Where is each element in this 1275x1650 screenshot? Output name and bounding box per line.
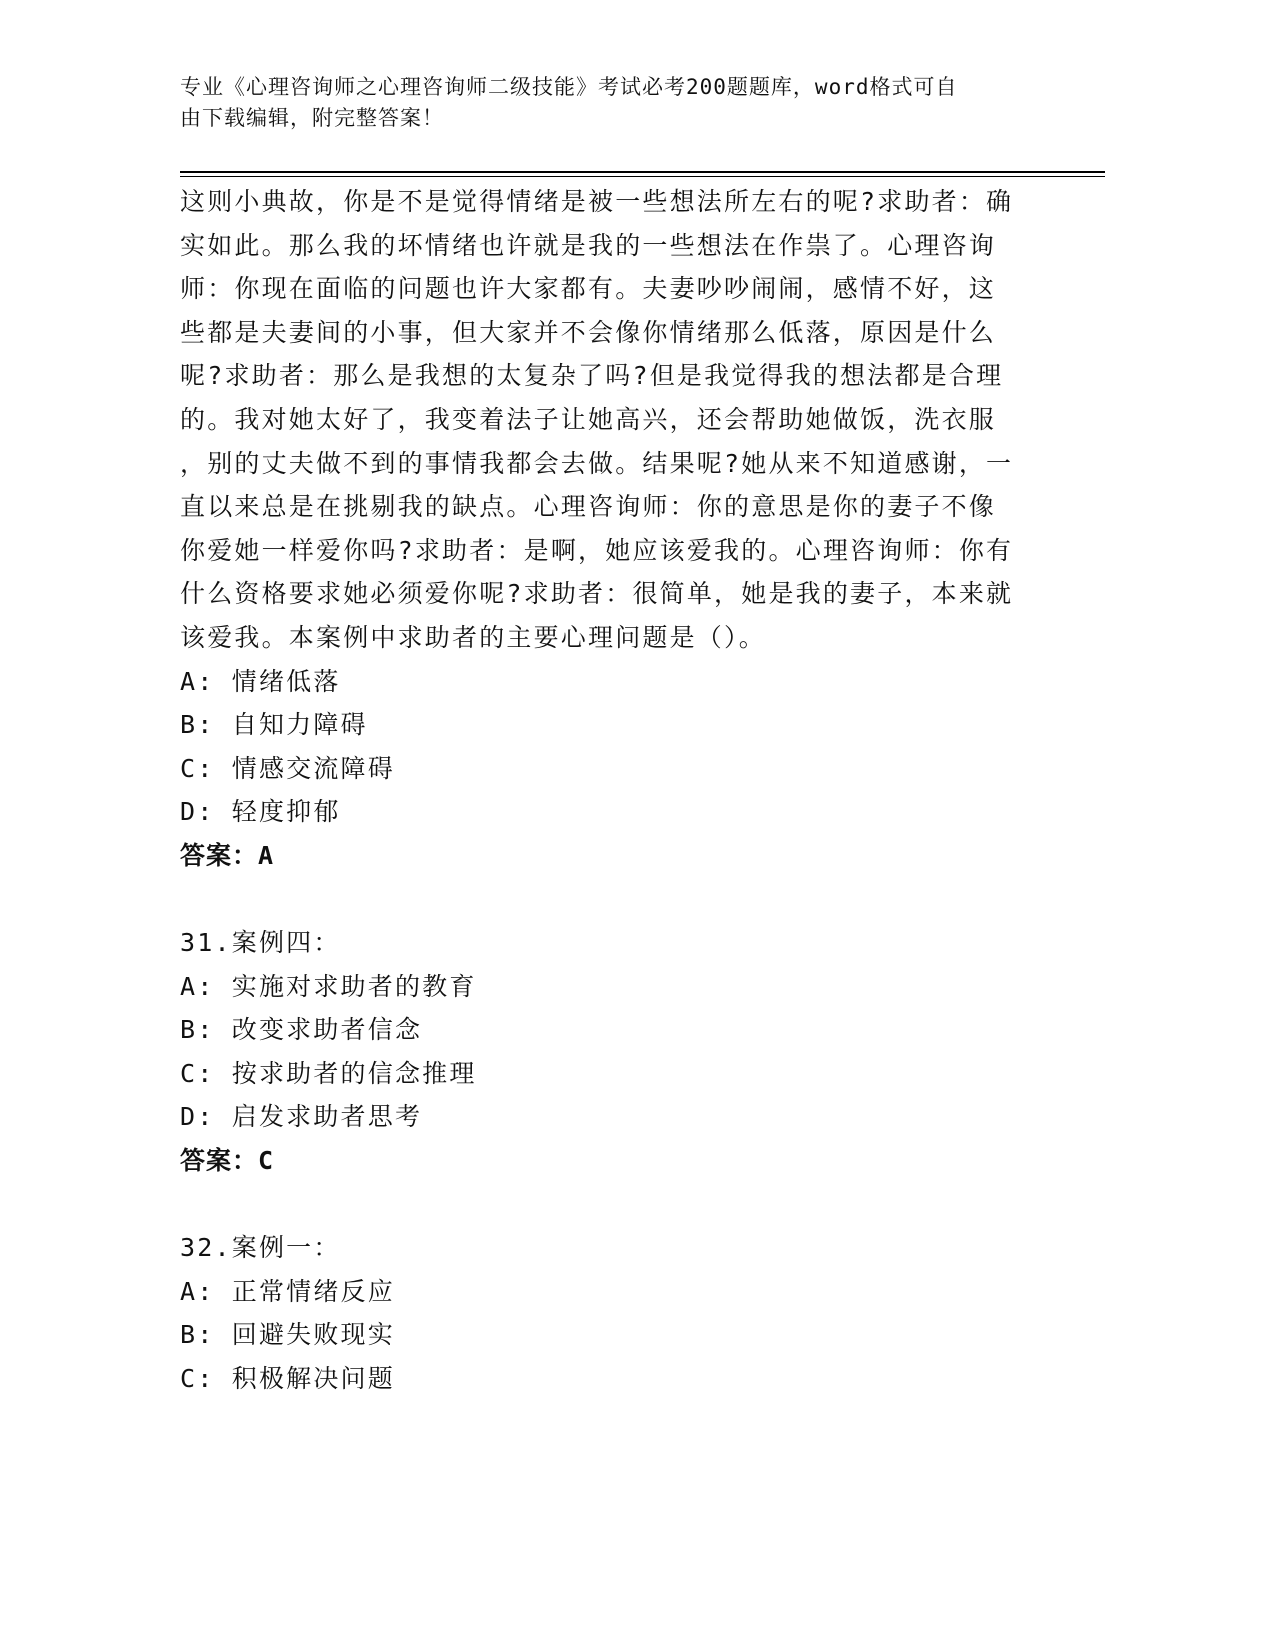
option-b: B: 改变求助者信念 [180, 1015, 423, 1045]
option-d: D: 启发求助者思考 [180, 1102, 423, 1132]
question-32 [180, 1226, 1080, 1400]
option-c: C: 情感交流障碍 [180, 753, 395, 783]
question-text-line: 直以来总是在挑剔我的缺点。心理咨询师：你的意思是你的妻子不像 [180, 492, 997, 522]
header-divider [180, 171, 1105, 173]
question-text-line: 实如此。那么我的坏情绪也许就是我的一些想法在作祟了。心理咨询 [180, 230, 997, 260]
question-31 [180, 921, 1080, 1183]
question-text-line: 的。我对她太好了，我变着法子让她高兴，还会帮助她做饭，洗衣服 [180, 404, 997, 434]
question-30 [180, 180, 1080, 878]
question-text-line: 你爱她一样爱你吗?求助者：是啊，她应该爱我的。心理咨询师：你有 [180, 535, 1014, 565]
document-body [180, 180, 1080, 1401]
option-b: B: 回避失败现实 [180, 1320, 395, 1350]
question-text-line: 该爱我。本案例中求助者的主要心理问题是（）。 [180, 622, 766, 652]
question-title: 31.案例四： [180, 928, 341, 958]
option-a: A: 情绪低落 [180, 666, 341, 696]
answer: 答案：C [180, 1146, 275, 1176]
question-text-line: 这则小典故，你是不是觉得情绪是被一些想法所左右的呢?求助者：确 [180, 187, 1014, 216]
option-d: D: 轻度抑郁 [180, 797, 341, 827]
option-a: A: 正常情绪反应 [180, 1276, 395, 1306]
question-text-line: 什么资格要求她必须爱你呢?求助者：很简单，她是我的妻子，本来就 [180, 579, 1014, 609]
header-line: 专业《心理咨询师之心理咨询师二级技能》考试必考200题题库，word格式可自 [180, 75, 958, 99]
document-header [180, 72, 1040, 134]
option-b: B: 自知力障碍 [180, 710, 368, 740]
question-text-line: 些都是夫妻间的小事，但大家并不会像你情绪那么低落，原因是什么 [180, 317, 997, 347]
option-c: C: 积极解决问题 [180, 1364, 395, 1394]
question-text-line: 呢?求助者：那么是我想的太复杂了吗?但是我觉得我的想法都是合理 [180, 361, 1004, 391]
option-c: C: 按求助者的信念推理 [180, 1058, 477, 1088]
question-text-line: ，别的丈夫做不到的事情我都会去做。结果呢?她从来不知道感谢，一 [180, 448, 1014, 478]
option-a: A: 实施对求助者的教育 [180, 971, 477, 1001]
question-title: 32.案例一： [180, 1233, 341, 1263]
answer: 答案：A [180, 840, 275, 870]
question-text-line: 师：你现在面临的问题也许大家都有。夫妻吵吵闹闹，感情不好，这 [180, 274, 997, 304]
header-line: 由下载编辑，附完整答案！ [180, 106, 444, 130]
header-divider-thin [180, 176, 1105, 177]
